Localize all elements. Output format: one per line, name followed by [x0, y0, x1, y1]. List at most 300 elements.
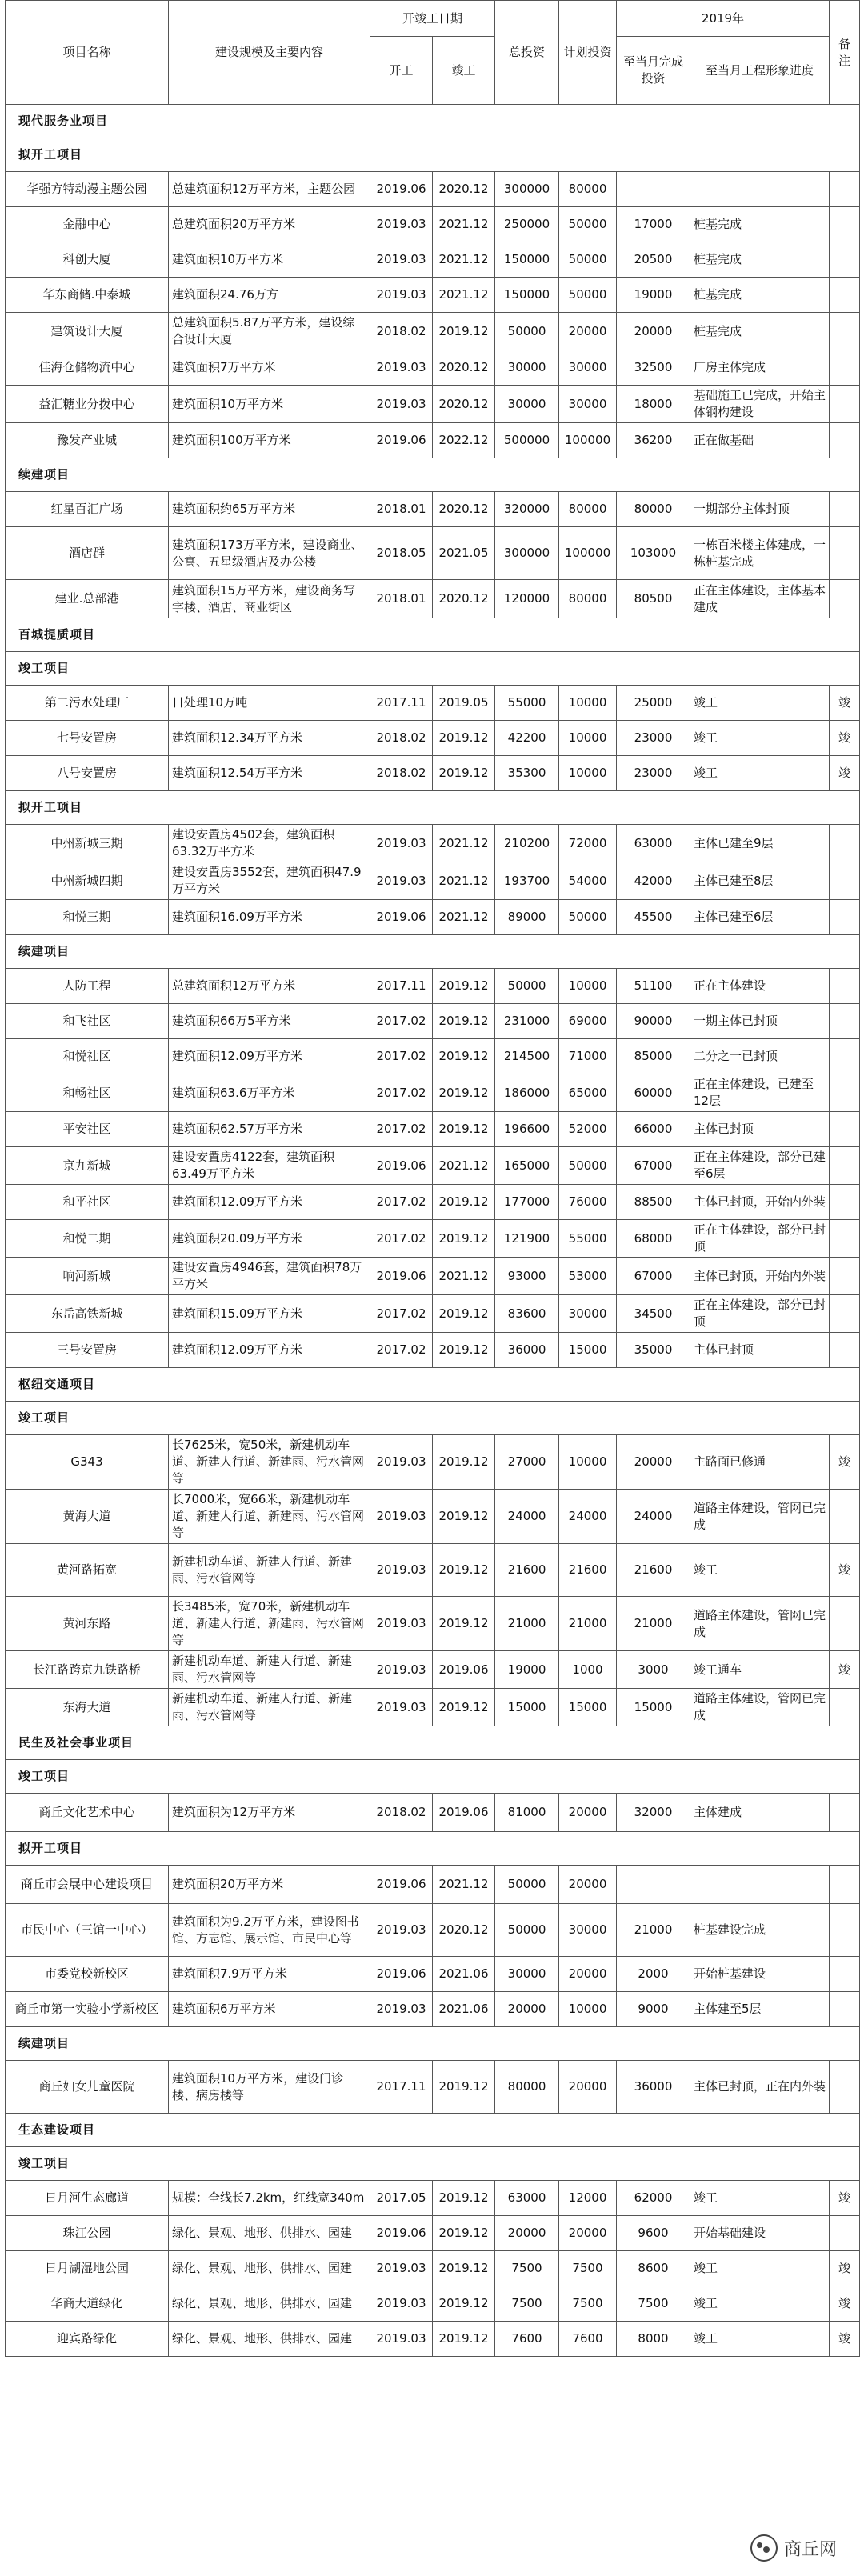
cell-progress: 桩基建设完成 [690, 1904, 830, 1957]
cell-total: 42200 [495, 721, 559, 756]
cell-total: 150000 [495, 242, 559, 278]
cell-done: 80500 [617, 580, 690, 618]
table-row [6, 1333, 860, 1368]
table-row [6, 721, 860, 756]
cell-done: 36000 [617, 2061, 690, 2114]
cell-plan: 20000 [559, 2216, 617, 2251]
header-progress: 至当月工程形象进度 [690, 37, 830, 105]
cell-note: 竣 [830, 756, 860, 791]
header-year: 2019年 [617, 1, 830, 37]
cell-progress: 基础施工已完成，开始主体钢构建设 [690, 386, 830, 423]
cell-progress: 正在主体建设，已建至12层 [690, 1074, 830, 1112]
cell-total: 196600 [495, 1112, 559, 1147]
cell-progress: 竣工 [690, 2181, 830, 2216]
cell-start: 2018.01 [370, 492, 433, 527]
cell-scope: 建筑面积为12万平方米 [169, 1794, 370, 1832]
cell-progress: 桩基完成 [690, 242, 830, 278]
cell-note [830, 1992, 860, 2027]
cell-project-name: 酒店群 [6, 527, 169, 580]
cell-plan: 7500 [559, 2251, 617, 2286]
cell-scope: 新建机动车道、新建人行道、新建雨、污水管网等 [169, 1544, 370, 1597]
cell-total: 7500 [495, 2251, 559, 2286]
cell-plan: 20000 [559, 1957, 617, 1992]
table-row [6, 386, 860, 423]
cell-progress: 竣工 [690, 721, 830, 756]
header-dates: 开竣工日期 [370, 1, 495, 37]
cell-done: 2000 [617, 1957, 690, 1992]
cell-total: 50000 [495, 313, 559, 350]
cell-done: 18000 [617, 386, 690, 423]
cell-plan: 20000 [559, 1794, 617, 1832]
section-row [6, 935, 860, 969]
cell-end: 2019.12 [433, 1544, 495, 1597]
table-row [6, 2286, 860, 2322]
cell-note [830, 1597, 860, 1651]
cell-done: 62000 [617, 2181, 690, 2216]
cell-start: 2019.03 [370, 2251, 433, 2286]
header-scope: 建设规模及主要内容 [169, 1, 370, 105]
cell-done: 66000 [617, 1112, 690, 1147]
cell-plan: 100000 [559, 423, 617, 458]
cell-scope: 建筑面积66万5平方米 [169, 1004, 370, 1039]
cell-note: 竣 [830, 686, 860, 721]
cell-plan: 30000 [559, 350, 617, 386]
cell-plan: 15000 [559, 1689, 617, 1726]
cell-total: 35300 [495, 756, 559, 791]
cell-progress: 一栋百米楼主体建成，一栋桩基完成 [690, 527, 830, 580]
cell-plan: 80000 [559, 580, 617, 618]
cell-plan: 7600 [559, 2322, 617, 2357]
table-row [6, 1295, 860, 1333]
cell-project-name: 中州新城四期 [6, 862, 169, 900]
section-row [6, 618, 860, 652]
cell-done: 20000 [617, 313, 690, 350]
cell-progress [690, 172, 830, 207]
cell-done: 23000 [617, 756, 690, 791]
section-title: 续建项目 [6, 458, 860, 492]
cell-total: 63000 [495, 2181, 559, 2216]
cell-total: 30000 [495, 386, 559, 423]
table-row [6, 2216, 860, 2251]
cell-total: 21000 [495, 1597, 559, 1651]
cell-plan: 20000 [559, 2061, 617, 2114]
cell-progress: 主体已封顶，正在内外装 [690, 2061, 830, 2114]
cell-total: 80000 [495, 2061, 559, 2114]
header-start: 开工 [370, 37, 433, 105]
cell-progress: 桩基完成 [690, 313, 830, 350]
cell-project-name: 佳海仓储物流中心 [6, 350, 169, 386]
cell-scope: 绿化、景观、地形、供排水、园建 [169, 2251, 370, 2286]
table-row [6, 825, 860, 862]
cell-total: 210200 [495, 825, 559, 862]
cell-project-name: 黄河东路 [6, 1597, 169, 1651]
cell-progress: 竣工通车 [690, 1651, 830, 1689]
table-row [6, 492, 860, 527]
cell-note: 竣 [830, 2181, 860, 2216]
cell-start: 2019.06 [370, 900, 433, 935]
cell-project-name: 迎宾路绿化 [6, 2322, 169, 2357]
cell-start: 2019.06 [370, 423, 433, 458]
cell-start: 2017.02 [370, 1295, 433, 1333]
table-row [6, 1220, 860, 1258]
cell-progress [690, 1866, 830, 1904]
cell-plan: 21600 [559, 1544, 617, 1597]
table-body [6, 105, 860, 2357]
cell-end: 2019.12 [433, 2061, 495, 2114]
cell-note [830, 2216, 860, 2251]
table-row [6, 207, 860, 242]
cell-scope: 建筑面积173万平方米，建设商业、公寓、五星级酒店及办公楼 [169, 527, 370, 580]
cell-plan: 10000 [559, 721, 617, 756]
cell-progress: 主体已封顶 [690, 1112, 830, 1147]
project-table [5, 0, 860, 2357]
cell-start: 2019.06 [370, 1258, 433, 1295]
cell-total: 120000 [495, 580, 559, 618]
cell-total: 15000 [495, 1689, 559, 1726]
section-title: 竣工项目 [6, 1760, 860, 1794]
cell-plan: 50000 [559, 1147, 617, 1185]
cell-project-name: 黄海大道 [6, 1490, 169, 1544]
cell-plan: 76000 [559, 1185, 617, 1220]
cell-scope: 总建筑面积12万平方米 [169, 969, 370, 1004]
cell-project-name: 市委党校新校区 [6, 1957, 169, 1992]
cell-end: 2019.12 [433, 1039, 495, 1074]
cell-start: 2017.11 [370, 969, 433, 1004]
cell-end: 2019.12 [433, 2322, 495, 2357]
cell-end: 2021.12 [433, 1258, 495, 1295]
table-row [6, 2061, 860, 2114]
cell-progress: 主体已封顶，开始内外装 [690, 1185, 830, 1220]
header-note: 备注 [830, 1, 860, 105]
cell-progress: 主体建至5层 [690, 1992, 830, 2027]
cell-start: 2019.03 [370, 1544, 433, 1597]
cell-note [830, 1074, 860, 1112]
cell-done: 25000 [617, 686, 690, 721]
section-title: 拟开工项目 [6, 791, 860, 825]
cell-scope: 建筑面积15.09万平方米 [169, 1295, 370, 1333]
cell-done: 103000 [617, 527, 690, 580]
cell-project-name: 和平社区 [6, 1185, 169, 1220]
section-title: 民生及社会事业项目 [6, 1726, 860, 1760]
cell-done: 9600 [617, 2216, 690, 2251]
table-row [6, 1039, 860, 1074]
table-row [6, 278, 860, 313]
cell-scope: 建设安置房3552套，建筑面积47.9万平方米 [169, 862, 370, 900]
cell-start: 2019.03 [370, 207, 433, 242]
section-title: 现代服务业项目 [6, 105, 860, 138]
cell-total: 300000 [495, 527, 559, 580]
cell-done: 23000 [617, 721, 690, 756]
cell-note [830, 1112, 860, 1147]
cell-end: 2019.12 [433, 1004, 495, 1039]
cell-note [830, 172, 860, 207]
table-row [6, 686, 860, 721]
cell-done: 35000 [617, 1333, 690, 1368]
watermark [742, 2531, 845, 2565]
cell-end: 2019.12 [433, 1490, 495, 1544]
cell-note: 竣 [830, 2322, 860, 2357]
cell-end: 2021.05 [433, 527, 495, 580]
cell-note [830, 969, 860, 1004]
section-row [6, 138, 860, 172]
table-row [6, 1074, 860, 1112]
cell-progress: 道路主体建设，管网已完成 [690, 1490, 830, 1544]
cell-scope: 建筑面积63.6万平方米 [169, 1074, 370, 1112]
cell-end: 2021.12 [433, 862, 495, 900]
table-row [6, 2181, 860, 2216]
cell-done: 67000 [617, 1258, 690, 1295]
cell-end: 2020.12 [433, 1904, 495, 1957]
watermark-text: 商丘网 [783, 2539, 837, 2560]
cell-total: 231000 [495, 1004, 559, 1039]
cell-progress: 竣工 [690, 756, 830, 791]
cell-scope: 建设安置房4122套，建筑面积63.49万平方米 [169, 1147, 370, 1185]
header-total-investment: 总投资 [495, 1, 559, 105]
cell-note [830, 423, 860, 458]
cell-project-name: 八号安置房 [6, 756, 169, 791]
cell-project-name: 七号安置房 [6, 721, 169, 756]
cell-note [830, 278, 860, 313]
cell-end: 2019.06 [433, 1651, 495, 1689]
cell-start: 2019.03 [370, 1651, 433, 1689]
cell-end: 2019.06 [433, 1794, 495, 1832]
cell-end: 2020.12 [433, 172, 495, 207]
cell-plan: 20000 [559, 1866, 617, 1904]
cell-plan: 54000 [559, 862, 617, 900]
cell-done: 45500 [617, 900, 690, 935]
cell-project-name: 长江路跨京九铁路桥 [6, 1651, 169, 1689]
cell-done: 42000 [617, 862, 690, 900]
cell-end: 2022.12 [433, 423, 495, 458]
cell-scope: 建筑面积12.09万平方米 [169, 1333, 370, 1368]
cell-plan: 65000 [559, 1074, 617, 1112]
cell-done: 9000 [617, 1992, 690, 2027]
cell-progress: 竣工 [690, 2322, 830, 2357]
cell-note: 竣 [830, 1651, 860, 1689]
table-row [6, 2322, 860, 2357]
cell-project-name: 商丘文化艺术中心 [6, 1794, 169, 1832]
table-row [6, 172, 860, 207]
cell-end: 2021.12 [433, 207, 495, 242]
cell-end: 2019.12 [433, 313, 495, 350]
cell-progress: 开始基础建设 [690, 2216, 830, 2251]
cell-project-name: 三号安置房 [6, 1333, 169, 1368]
cell-end: 2019.12 [433, 756, 495, 791]
cell-total: 193700 [495, 862, 559, 900]
table-row [6, 1992, 860, 2027]
header-row [6, 1, 860, 37]
header-end: 竣工 [433, 37, 495, 105]
cell-start: 2018.02 [370, 721, 433, 756]
cell-plan: 7500 [559, 2286, 617, 2322]
cell-end: 2019.12 [433, 721, 495, 756]
cell-note [830, 350, 860, 386]
cell-scope: 长7625米，宽50米，新建机动车道、新建人行道、新建雨、污水管网等 [169, 1435, 370, 1490]
cell-note [830, 1258, 860, 1295]
cell-start: 2019.06 [370, 2216, 433, 2251]
cell-plan: 52000 [559, 1112, 617, 1147]
cell-note [830, 2061, 860, 2114]
cell-scope: 长7000米，宽66米，新建机动车道、新建人行道、新建雨、污水管网等 [169, 1490, 370, 1544]
cell-scope: 建筑面积10万平方米 [169, 242, 370, 278]
section-row [6, 1368, 860, 1402]
cell-note [830, 1185, 860, 1220]
cell-scope: 新建机动车道、新建人行道、新建雨、污水管网等 [169, 1689, 370, 1726]
cell-done: 15000 [617, 1689, 690, 1726]
cell-scope: 建筑面积7万平方米 [169, 350, 370, 386]
cell-end: 2019.12 [433, 1597, 495, 1651]
cell-note [830, 1220, 860, 1258]
cell-start: 2019.06 [370, 172, 433, 207]
cell-done: 17000 [617, 207, 690, 242]
cell-note [830, 1333, 860, 1368]
cell-project-name: 中州新城三期 [6, 825, 169, 862]
cell-progress: 主体已建至8层 [690, 862, 830, 900]
cell-done: 3000 [617, 1651, 690, 1689]
cell-end: 2019.12 [433, 2251, 495, 2286]
cell-note [830, 242, 860, 278]
cell-plan: 50000 [559, 207, 617, 242]
cell-done: 85000 [617, 1039, 690, 1074]
cell-done: 34500 [617, 1295, 690, 1333]
section-title: 竣工项目 [6, 2147, 860, 2181]
cell-end: 2020.12 [433, 386, 495, 423]
cell-start: 2019.06 [370, 1147, 433, 1185]
cell-end: 2019.12 [433, 2286, 495, 2322]
cell-progress: 正在主体建设，部分已封顶 [690, 1295, 830, 1333]
cell-total: 93000 [495, 1258, 559, 1295]
cell-plan: 24000 [559, 1490, 617, 1544]
table-row [6, 1490, 860, 1544]
cell-total: 50000 [495, 1904, 559, 1957]
cell-total: 36000 [495, 1333, 559, 1368]
cell-scope: 建筑面积24.76万方 [169, 278, 370, 313]
table-row [6, 350, 860, 386]
cell-total: 20000 [495, 2216, 559, 2251]
cell-project-name: 和畅社区 [6, 1074, 169, 1112]
cell-progress: 一期主体已封顶 [690, 1004, 830, 1039]
cell-end: 2019.05 [433, 686, 495, 721]
cell-project-name: 日月河生态廊道 [6, 2181, 169, 2216]
table-row [6, 1689, 860, 1726]
cell-scope: 绿化、景观、地形、供排水、园建 [169, 2286, 370, 2322]
cell-end: 2021.12 [433, 278, 495, 313]
cell-note [830, 207, 860, 242]
cell-note [830, 1490, 860, 1544]
section-title: 竣工项目 [6, 652, 860, 686]
cell-plan: 30000 [559, 1904, 617, 1957]
cell-project-name: 东岳高铁新城 [6, 1295, 169, 1333]
cell-scope: 新建机动车道、新建人行道、新建雨、污水管网等 [169, 1651, 370, 1689]
section-row [6, 2027, 860, 2061]
cell-done: 21000 [617, 1904, 690, 1957]
cell-end: 2021.12 [433, 1866, 495, 1904]
cell-total: 81000 [495, 1794, 559, 1832]
cell-plan: 50000 [559, 278, 617, 313]
table-row [6, 969, 860, 1004]
table-row [6, 900, 860, 935]
cell-start: 2017.11 [370, 686, 433, 721]
cell-project-name: 和悦社区 [6, 1039, 169, 1074]
table-row [6, 242, 860, 278]
cell-scope: 建筑面积7.9万平方米 [169, 1957, 370, 1992]
header-project-name: 项目名称 [6, 1, 169, 105]
cell-total: 83600 [495, 1295, 559, 1333]
cell-total: 214500 [495, 1039, 559, 1074]
cell-plan: 50000 [559, 242, 617, 278]
cell-progress: 开始桩基建设 [690, 1957, 830, 1992]
cell-plan: 50000 [559, 900, 617, 935]
cell-end: 2019.12 [433, 2181, 495, 2216]
cell-total: 20000 [495, 1992, 559, 2027]
cell-project-name: G343 [6, 1435, 169, 1490]
cell-done: 21600 [617, 1544, 690, 1597]
cell-start: 2017.05 [370, 2181, 433, 2216]
cell-end: 2019.12 [433, 1074, 495, 1112]
section-row [6, 652, 860, 686]
cell-total: 177000 [495, 1185, 559, 1220]
cell-plan: 30000 [559, 1295, 617, 1333]
table-row [6, 862, 860, 900]
cell-start: 2019.06 [370, 1957, 433, 1992]
cell-project-name: 商丘妇女儿童医院 [6, 2061, 169, 2114]
cell-start: 2017.02 [370, 1004, 433, 1039]
section-title: 拟开工项目 [6, 1832, 860, 1866]
cell-end: 2020.12 [433, 350, 495, 386]
cell-start: 2018.02 [370, 313, 433, 350]
cell-start: 2019.03 [370, 825, 433, 862]
cell-plan: 10000 [559, 686, 617, 721]
cell-start: 2017.02 [370, 1185, 433, 1220]
cell-total: 55000 [495, 686, 559, 721]
cell-done [617, 1866, 690, 1904]
cell-end: 2020.12 [433, 492, 495, 527]
table-row [6, 2251, 860, 2286]
cell-start: 2019.03 [370, 1435, 433, 1490]
cell-total: 500000 [495, 423, 559, 458]
cell-start: 2017.02 [370, 1074, 433, 1112]
cell-scope: 建筑面积20.09万平方米 [169, 1220, 370, 1258]
table-row [6, 1794, 860, 1832]
cell-plan: 1000 [559, 1651, 617, 1689]
table-row [6, 1651, 860, 1689]
cell-progress: 竣工 [690, 2251, 830, 2286]
section-title: 枢纽交通项目 [6, 1368, 860, 1402]
cell-total: 320000 [495, 492, 559, 527]
section-row [6, 1832, 860, 1866]
cell-plan: 71000 [559, 1039, 617, 1074]
cell-scope: 建筑面积100万平方米 [169, 423, 370, 458]
cell-total: 250000 [495, 207, 559, 242]
cell-plan: 69000 [559, 1004, 617, 1039]
cell-total: 165000 [495, 1147, 559, 1185]
cell-start: 2019.03 [370, 2322, 433, 2357]
cell-scope: 总建筑面积12万平方米，主题公园 [169, 172, 370, 207]
cell-scope: 长3485米，宽70米，新建机动车道、新建人行道、新建雨、污水管网等 [169, 1597, 370, 1651]
cell-scope: 建筑面积12.34万平方米 [169, 721, 370, 756]
cell-scope: 建筑面积12.54万平方米 [169, 756, 370, 791]
cell-progress: 竣工 [690, 1544, 830, 1597]
cell-note [830, 527, 860, 580]
cell-note [830, 1904, 860, 1957]
cell-project-name: 日月湖湿地公园 [6, 2251, 169, 2286]
cell-end: 2019.12 [433, 969, 495, 1004]
cell-project-name: 华商大道绿化 [6, 2286, 169, 2322]
cell-start: 2019.03 [370, 1490, 433, 1544]
table-row [6, 1866, 860, 1904]
section-title: 百城提质项目 [6, 618, 860, 652]
cell-end: 2019.12 [433, 2216, 495, 2251]
